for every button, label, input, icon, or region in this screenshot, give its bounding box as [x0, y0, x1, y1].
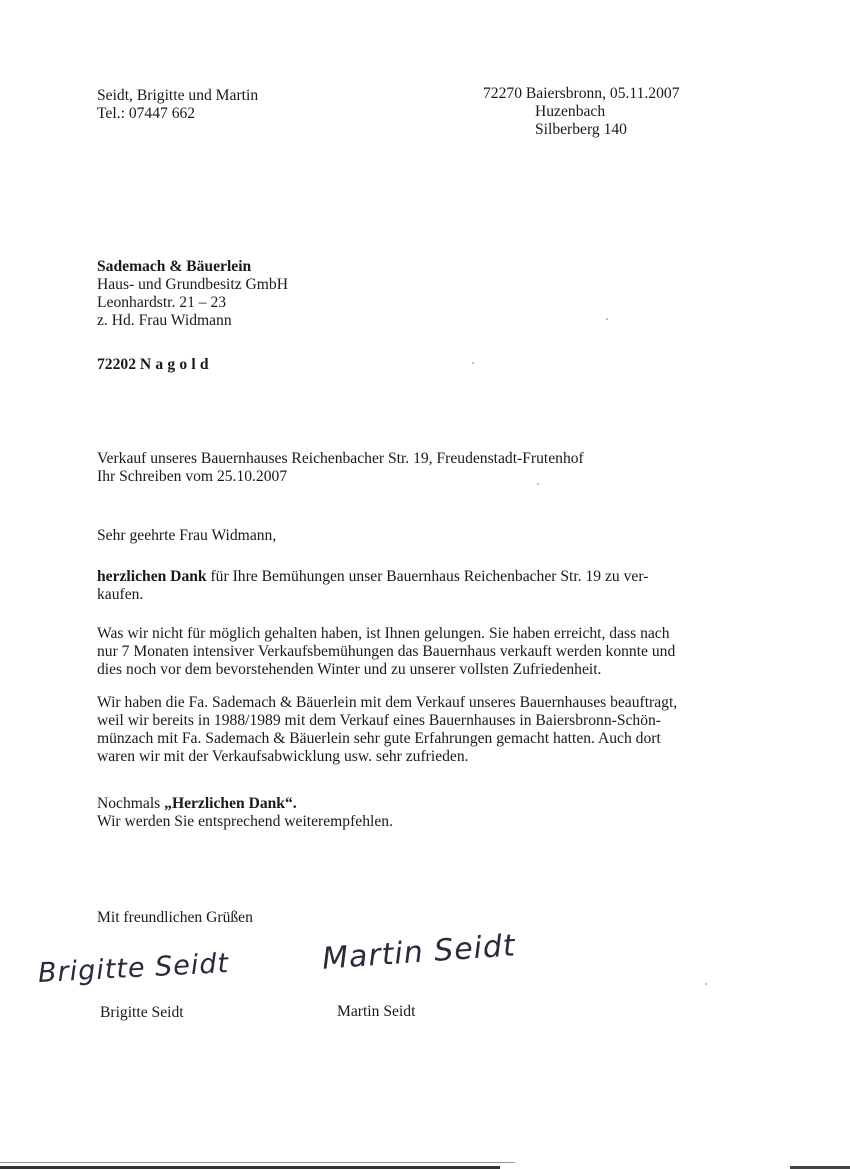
recipient-company: Sademach & Bäuerlein — [97, 258, 252, 275]
paragraph-line: nur 7 Monaten intensiver Verkaufsbemühungen das Bauernhaus verkauft werden konnte und — [97, 643, 676, 660]
paragraph-line: dies noch vor dem bevorstehenden Winter und zu unserer vollsten Zufriedenheit. — [97, 661, 602, 678]
paragraph-line: waren wir mit der Verkaufsabwicklung usw. sehr zufrieden. — [97, 748, 469, 765]
paragraph-closing-thanks — [97, 795, 737, 831]
signer-name-brigitte: Brigitte Seidt — [100, 1004, 184, 1021]
paragraph-line — [97, 795, 737, 813]
paragraph-line: weil wir bereits in 1988/1989 mit dem Verkauf eines Bauernhauses in Baiersbronn-Schön- — [97, 712, 661, 729]
bold-thanks-quote: „Herzlichen Dank“. — [164, 795, 297, 812]
scan-speck — [537, 483, 539, 485]
recipient-zip: 72202 — [97, 356, 136, 373]
paragraph-text: Nochmals — [97, 795, 165, 812]
paragraph-text: für Ihre Bemühungen unser Bauernhaus Reichenbacher Str. 19 zu ver- — [206, 568, 649, 585]
recipient-company-sub: Haus- und Grundbesitz GmbH — [97, 276, 288, 293]
paragraph-line: Wir haben die Fa. Sademach & Bäuerlein mit dem Verkauf unseres Bauernhauses beauftragt, — [97, 694, 678, 711]
signer-name-martin: Martin Seidt — [337, 1003, 416, 1020]
scan-speck — [472, 362, 474, 364]
sender-phone: Tel.: 07447 662 — [97, 105, 196, 122]
recipient-address — [97, 258, 288, 330]
signature-martin: Martin Seidt — [320, 928, 517, 977]
paragraph-success — [97, 625, 737, 679]
sender-district: Huzenbach — [535, 103, 606, 120]
paragraph-history — [97, 694, 737, 766]
sender-street: Silberberg 140 — [535, 121, 627, 138]
paragraph-thanks — [97, 568, 737, 604]
salutation: Sehr geehrte Frau Widmann, — [97, 527, 277, 544]
place-date-block — [483, 85, 680, 139]
paragraph-line: Was wir nicht für möglich gehalten haben, ist Ihnen gelungen. Sie haben erreicht, dass nach — [97, 625, 670, 642]
sender-block — [97, 87, 258, 123]
paragraph-line: Wir werden Sie entsprechend weiterempfehlen. — [97, 813, 393, 830]
recipient-street: Leonhardstr. 21 – 23 — [97, 294, 227, 311]
subject-reference: Ihr Schreiben vom 25.10.2007 — [97, 468, 288, 485]
sender-name: Seidt, Brigitte und Martin — [97, 87, 259, 104]
paragraph-line: münzach mit Fa. Sademach & Bäuerlein sehr gute Erfahrungen gemacht hatten. Auch dort — [97, 730, 661, 747]
recipient-attention: z. Hd. Frau Widmann — [97, 312, 232, 329]
subject-block — [97, 450, 584, 486]
paragraph-line — [97, 568, 737, 586]
paragraph-line: kaufen. — [97, 586, 144, 603]
place-date-line: 72270 Baiersbronn, 05.11.2007 — [483, 85, 680, 102]
closing-greeting: Mit freundlichen Grüßen — [97, 909, 253, 926]
scan-speck — [606, 318, 608, 320]
scan-speck — [705, 983, 707, 985]
bold-thanks: herzlichen Dank — [97, 568, 207, 585]
signature-brigitte: Brigitte Seidt — [37, 948, 230, 989]
recipient-city-line — [97, 356, 213, 374]
subject-line: Verkauf unseres Bauernhauses Reichenbacher Str. 19, Freudenstadt-Frutenhof — [97, 450, 584, 467]
recipient-city: Nagold — [139, 356, 213, 373]
scan-edge-line — [0, 1162, 515, 1163]
